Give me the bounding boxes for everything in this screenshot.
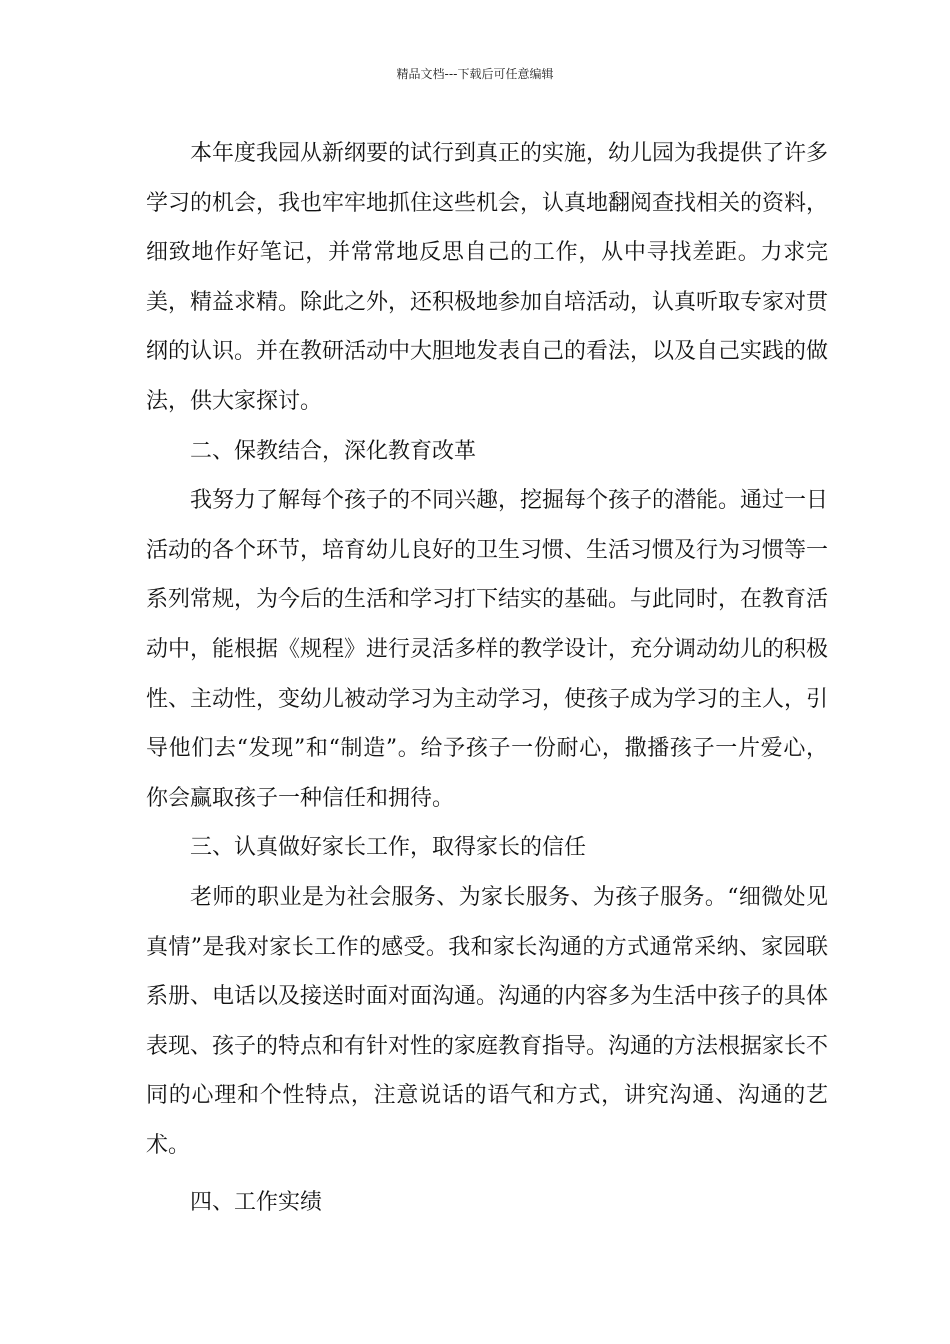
paragraph-education: 我努力了解每个孩子的不同兴趣，挖掘每个孩子的潜能。通过一日活动的各个环节，培育幼儿良好的卫生习惯、生活习惯及行为习惯等一系列常规，为今后的生活和学习打下结实的基础。与此同时，在教育活动中，能根据《规程》进行灵活多样的教学设计，充分调动幼儿的积极性、主动性，变幼儿被动学习为主动学习，使孩子成为学习的主人，引导他们去“发现”和“制造”。给予孩子一份耐心，撒播孩子一片爱心，你会赢取孩子一种信任和拥待。 — [146, 488, 829, 811]
paragraph-parents: 老师的职业是为社会服务、为家长服务、为孩子服务。“细微处见真情”是我对家长工作的感受。我和家长沟通的方式通常采纳、家园联系册、电话以及接送时面对面沟通。沟通的内容多为生活中孩子的具体表现、孩子的特点和有针对性的家庭教育指导。沟通的方法根据家长不同的心理和个性特点，注意说话的语气和方式，讲究沟通、沟通的艺术。 — [146, 884, 829, 1158]
document-body — [146, 129, 828, 1228]
section-heading-education: 二、保教结合，深化教育改革 — [190, 438, 477, 464]
paragraph-study: 本年度我园从新纲要的试行到真正的实施，幼儿园为我提供了许多学习的机会，我也牢牢地抓住这些机会，认真地翻阅查找相关的资料，细致地作好笔记，并常常地反思自己的工作，从中寻找差距。力求完美，精益求精。除此之外，还积极地参加自培活动，认真听取专家对贯纲的认识。并在教研活动中大胆地发表自己的看法，以及自己实践的做法，供大家探讨。 — [146, 141, 829, 414]
section-heading-parents: 三、认真做好家长工作，取得家长的信任 — [190, 835, 587, 861]
page-header: 精品文档---下载后可任意编辑 — [396, 67, 554, 81]
section-heading-achievements: 四、工作实绩 — [190, 1190, 323, 1216]
